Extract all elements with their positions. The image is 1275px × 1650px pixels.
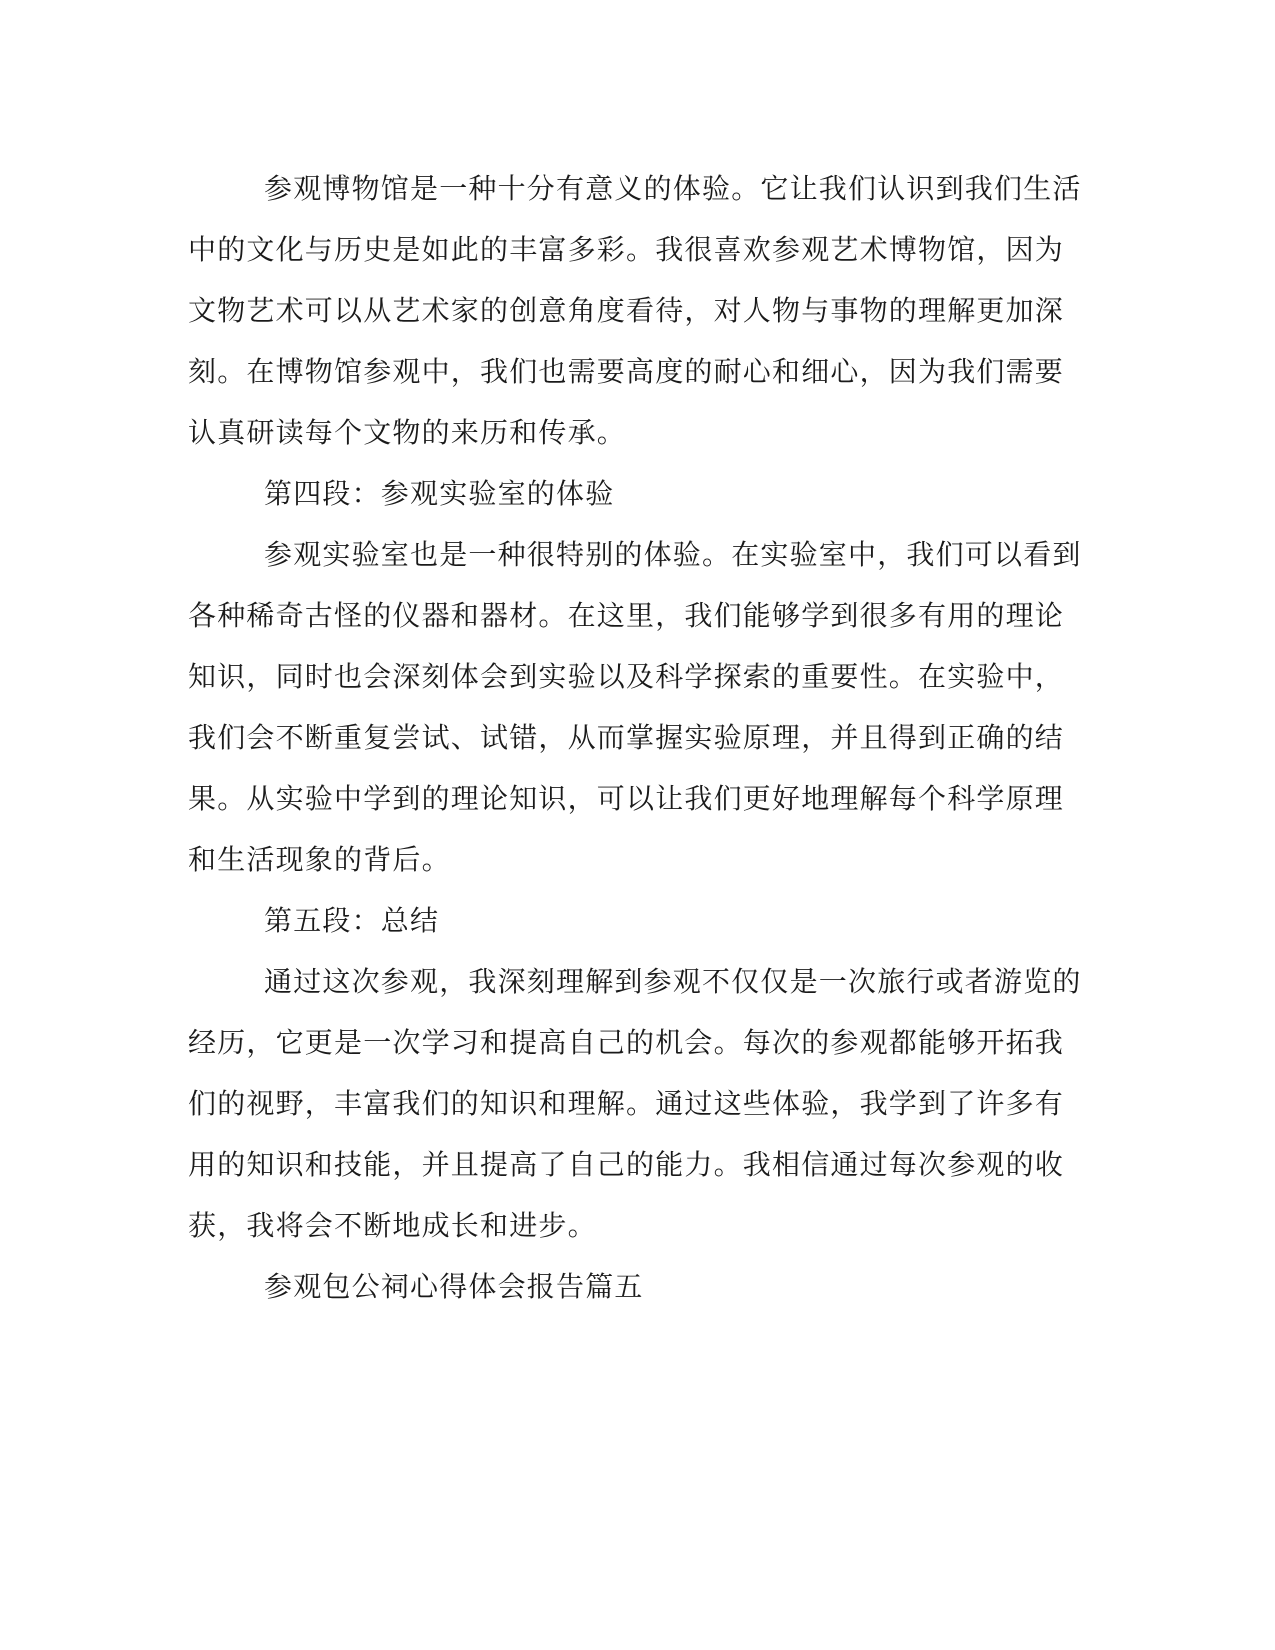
text-line: 认真研读每个文物的来历和传承。	[188, 416, 627, 449]
text-line: 参观实验室也是一种很特别的体验。在实验室中，我们可以看到	[264, 538, 1082, 571]
text-line: 果。从实验中学到的理论知识，可以让我们更好地理解每个科学原理	[188, 782, 1065, 815]
section-heading-5: 第五段：总结	[264, 904, 440, 937]
text-line: 文物艺术可以从艺术家的创意角度看待，对人物与事物的理解更加深	[188, 294, 1065, 327]
paragraph-lab	[188, 524, 1082, 890]
next-article-heading: 参观包公祠心得体会报告篇五	[264, 1270, 644, 1303]
text-line: 中的文化与历史是如此的丰富多彩。我很喜欢参观艺术博物馆，因为	[188, 233, 1065, 266]
section-heading-4: 第四段：参观实验室的体验	[264, 477, 615, 510]
text-line: 经历，它更是一次学习和提高自己的机会。每次的参观都能够开拓我	[188, 1026, 1065, 1059]
text-line: 参观博物馆是一种十分有意义的体验。它让我们认识到我们生活	[264, 172, 1082, 205]
text-line: 刻。在博物馆参观中，我们也需要高度的耐心和细心，因为我们需要	[188, 355, 1065, 388]
text-line: 知识，同时也会深刻体会到实验以及科学探索的重要性。在实验中，	[188, 660, 1065, 693]
text-line: 们的视野，丰富我们的知识和理解。通过这些体验，我学到了许多有	[188, 1087, 1065, 1120]
paragraph-summary	[188, 951, 1082, 1256]
text-line: 通过这次参观，我深刻理解到参观不仅仅是一次旅行或者游览的	[264, 965, 1082, 998]
text-line: 和生活现象的背后。	[188, 843, 451, 876]
text-line: 用的知识和技能，并且提高了自己的能力。我相信通过每次参观的收	[188, 1148, 1065, 1181]
text-line: 我们会不断重复尝试、试错，从而掌握实验原理，并且得到正确的结	[188, 721, 1065, 754]
text-line: 各种稀奇古怪的仪器和器材。在这里，我们能够学到很多有用的理论	[188, 599, 1065, 632]
document-body	[188, 158, 1082, 1317]
text-line: 获，我将会不断地成长和进步。	[188, 1209, 597, 1242]
paragraph-museum	[188, 158, 1082, 463]
